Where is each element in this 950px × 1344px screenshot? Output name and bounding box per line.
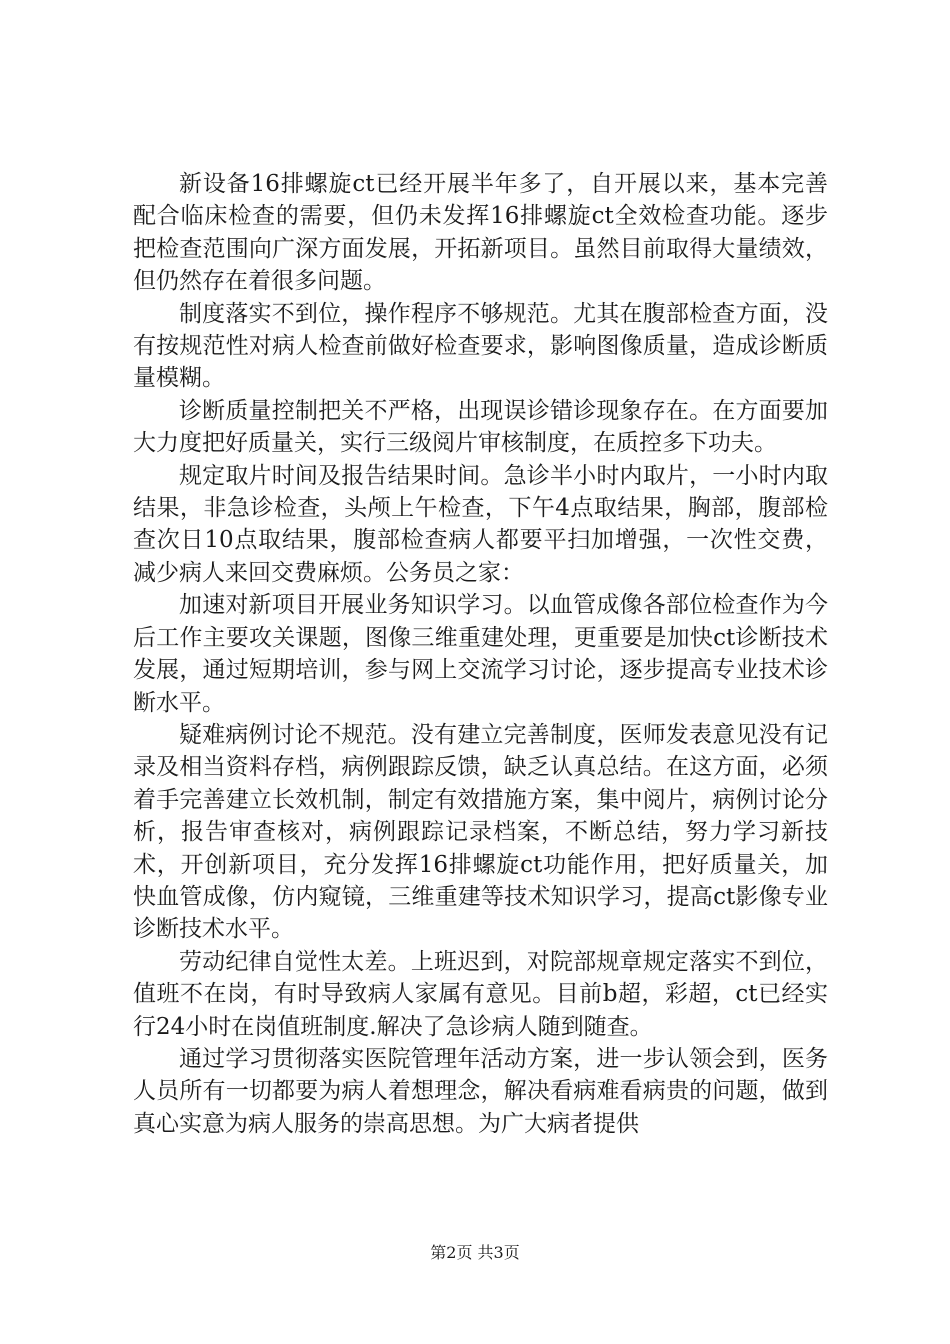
paragraph-4: 规定取片时间及报告结果时间。急诊半小时内取片，一小时内取结果，非急诊检查，头颅上午检查，下午4点取结果，胸部，腹部检查次日10点取结果，腹部检查病人都要平扫加增强，一次性交费，减少病人来回交费麻烦。公务员之家： [133, 462, 828, 586]
paragraph-8: 通过学习贯彻落实医院管理年活动方案，进一步认领会到，医务人员所有一切都要为病人着想理念，解决看病难看病贵的问题，做到真心实意为病人服务的崇高思想。为广大病者提供 [133, 1045, 828, 1137]
page-footer [0, 1240, 950, 1263]
paragraph-7: 劳动纪律自觉性太差。上班迟到，对院部规章规定落实不到位，值班不在岗，有时导致病人家属有意见。目前b超，彩超，ct已经实行24小时在岗值班制度.解决了急诊病人随到随查。 [133, 948, 828, 1040]
paragraph-5: 加速对新项目开展业务知识学习。以血管成像各部位检查作为今后工作主要攻关课题，图像三维重建处理，更重要是加快ct诊断技术发展，通过短期培训，参与网上交流学习讨论，逐步提高专业技术诊断水平。 [133, 592, 828, 716]
paragraph-1: 新设备16排螺旋ct已经开展半年多了，自开展以来，基本完善配合临床检查的需要，但仍未发挥16排螺旋ct全效检查功能。逐步把检查范围向广深方面发展，开拓新项目。虽然目前取得大量绩效，但仍然存在着很多问题。 [133, 171, 828, 295]
paragraph-3: 诊断质量控制把关不严格，出现误诊错诊现象存在。在方面要加大力度把好质量关，实行三级阅片审核制度，在质控多下功夫。 [133, 397, 828, 457]
document-body [133, 168, 828, 1140]
page-number-label: 第2页 共3页 [430, 1243, 520, 1262]
paragraph-6: 疑难病例讨论不规范。没有建立完善制度，医师发表意见没有记录及相当资料存档，病例跟踪反馈，缺乏认真总结。在这方面，必须着手完善建立长效机制，制定有效措施方案，集中阅片，病例讨论分析，报告审查核对，病例跟踪记录档案，不断总结，努力学习新技术，开创新项目，充分发挥16排螺旋ct功能作用，把好质量关，加快血管成像，仿内窥镜，三维重建等技术知识学习，提高ct影像专业诊断技术水平。 [133, 721, 828, 943]
paragraph-2: 制度落实不到位，操作程序不够规范。尤其在腹部检查方面，没有按规范性对病人检查前做好检查要求，影响图像质量，造成诊断质量模糊。 [133, 300, 828, 392]
